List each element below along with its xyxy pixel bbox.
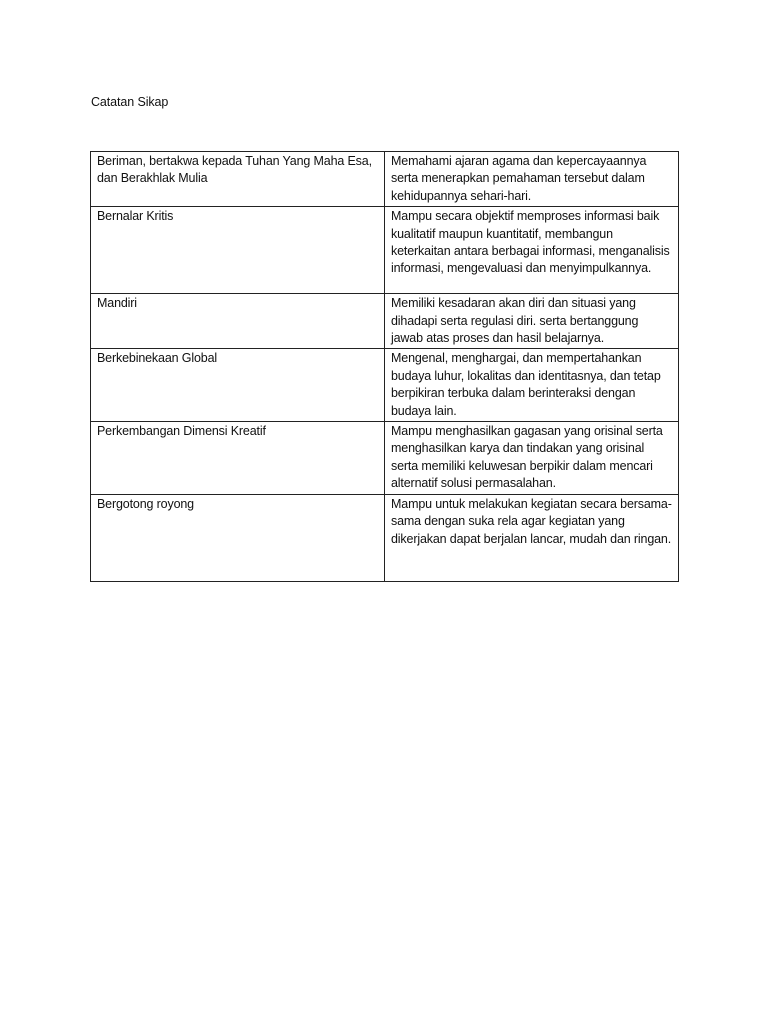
description-cell: Mampu secara objektif memproses informasi baik kualitatif maupun kuantitatif, membangun keterkaitan antara berbagai informasi, menganalisis informasi, mengevaluasi dan menyimpulkannya. bbox=[385, 207, 679, 294]
table-row bbox=[91, 152, 679, 207]
description-cell: Mengenal, menghargai, dan mempertahankan budaya luhur, lokalitas dan identitasnya, dan tetap berpikiran terbuka dalam berinteraksi dengan budaya lain. bbox=[385, 349, 679, 422]
description-cell: Mampu untuk melakukan kegiatan secara bersama-sama dengan suka rela agar kegiatan yang dikerjakan dapat berjalan lancar, mudah dan ringan. bbox=[385, 494, 679, 581]
dimension-cell: Mandiri bbox=[91, 294, 385, 349]
description-cell: Memahami ajaran agama dan kepercayaannya serta menerapkan pemahaman tersebut dalam kehidupannya sehari-hari. bbox=[385, 152, 679, 207]
table-row bbox=[91, 422, 679, 495]
page-title: Catatan Sikap bbox=[91, 95, 169, 109]
dimension-cell: Beriman, bertakwa kepada Tuhan Yang Maha Esa, dan Berakhlak Mulia bbox=[91, 152, 385, 207]
table-row bbox=[91, 207, 679, 294]
table-row bbox=[91, 494, 679, 581]
description-cell: Mampu menghasilkan gagasan yang orisinal serta menghasilkan karya dan tindakan yang orisinal serta memiliki keluwesan berpikir dalam mencari alternatif solusi permasalahan. bbox=[385, 422, 679, 495]
table-row bbox=[91, 349, 679, 422]
table-row bbox=[91, 294, 679, 349]
description-cell: Memiliki kesadaran akan diri dan situasi yang dihadapi serta regulasi diri. serta bertanggung jawab atas proses dan hasil belajarnya. bbox=[385, 294, 679, 349]
dimension-cell: Bernalar Kritis bbox=[91, 207, 385, 294]
dimension-cell: Perkembangan Dimensi Kreatif bbox=[91, 422, 385, 495]
dimension-cell: Berkebinekaan Global bbox=[91, 349, 385, 422]
attitude-table bbox=[90, 151, 679, 582]
dimension-cell: Bergotong royong bbox=[91, 494, 385, 581]
